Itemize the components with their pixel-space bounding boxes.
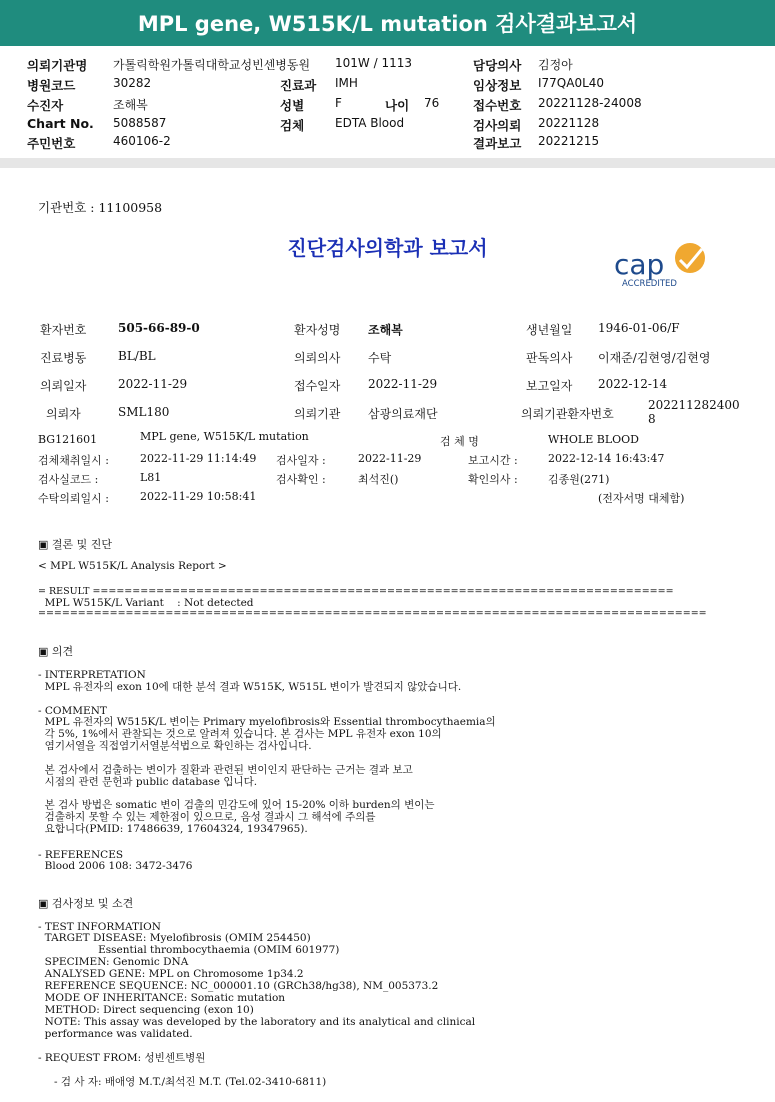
comment-line-1: MPL 유전자의 W515K/L 변이는 Primary myelofibrosis와 Essential thrombocythaemia의	[38, 716, 496, 728]
label-patient-name: 환자성명	[294, 323, 341, 337]
label-test-confirm: 검사확인 :	[276, 473, 326, 486]
lab-report-document	[0, 168, 775, 1102]
note-line-1: NOTE: This assay was developed by the laboratory and its analytical and clinical	[38, 1016, 476, 1028]
analysed-gene: ANALYSED GENE: MPL on Chromosome 1p34.2	[38, 968, 304, 980]
value-test-confirm: 최석진()	[358, 473, 399, 486]
label-requester: 의뢰자	[46, 407, 81, 421]
value-result-report: 20221215	[538, 134, 600, 148]
label-specimen-name: 검 체 명	[440, 435, 479, 448]
label-org-patient-no: 의뢰기관환자번호	[521, 407, 614, 421]
e-signature-note: (전자서명 대체함)	[598, 492, 685, 505]
label-consign-time: 수탁의뢰일시 :	[38, 492, 109, 505]
label-report-time: 보고시간 :	[468, 454, 518, 467]
order-header	[0, 47, 775, 155]
report-banner	[0, 0, 775, 46]
label-collection-time: 검체채취일시 :	[38, 454, 109, 467]
value-lab-code: L81	[140, 471, 162, 484]
value-reading-doctor: 이재준/김현영/김현영	[598, 351, 711, 365]
value-receive-date: 2022-11-29	[368, 377, 438, 391]
label-requesting-org: 의뢰기관	[294, 407, 341, 421]
label-sex: 성별	[280, 98, 305, 113]
section-separator	[0, 158, 775, 168]
value-patient-no: 505-66-89-0	[118, 321, 200, 335]
comment-line-2: 각 5%, 1%에서 관찰되는 것으로 알려져 있습니다. 본 검사는 MPL 유전자 exon 10의	[38, 728, 442, 740]
value-age: 76	[424, 96, 440, 110]
specimen-type: SPECIMEN: Genomic DNA	[38, 956, 189, 968]
cap-badge-shape	[675, 243, 705, 273]
label-reading-doctor: 판독의사	[526, 351, 573, 365]
section-opinion: ▣ 의견	[38, 645, 74, 658]
comment-line-8: 요합니다(PMID: 17486639, 17604324, 19347965).	[38, 823, 308, 835]
label-receive-date: 접수일자	[294, 379, 341, 393]
value-resident-no: 460106-2	[113, 134, 171, 148]
value-org-patient-no-b: 8	[648, 412, 656, 426]
value-report-time: 2022-12-14 16:43:47	[548, 452, 665, 465]
label-institution: 의뢰기관명	[27, 58, 88, 73]
value-hospital-code: 30282	[113, 76, 152, 90]
section-conclusion: ▣ 결론 및 진단	[38, 538, 113, 551]
label-test-date: 검사일자 :	[276, 454, 326, 467]
interpretation-text: MPL 유전자의 exon 10에 대한 분석 결과 W515K, W515L 변이가 발견되지 않았습니다.	[38, 681, 462, 693]
result-divider: = RESULT =========================================================================	[38, 586, 674, 597]
target-disease: TARGET DISEASE: Myelofibrosis (OMIM 254450)	[38, 932, 311, 944]
test-name: MPL gene, W515K/L mutation	[140, 430, 309, 443]
result-divider-bottom: ====================================================================================	[38, 608, 707, 619]
cap-logo-icon	[612, 240, 712, 288]
value-order-date: 2022-11-29	[118, 377, 188, 391]
comment-heading: - COMMENT	[38, 705, 107, 717]
label-confirm-doctor: 확인의사 :	[468, 473, 518, 486]
comment-line-3: 염기서열을 직접염기서열분석법으로 확인하는 검사입니다.	[38, 740, 312, 752]
label-patient-no: 환자번호	[40, 323, 87, 337]
value-requesting-doctor: 수탁	[368, 351, 392, 365]
references-heading: - REFERENCES	[38, 849, 124, 861]
value-ward-room: 101W / 1113	[335, 56, 412, 70]
label-request-date: 검사의뢰	[473, 118, 522, 133]
value-report-date: 2022-12-14	[598, 377, 668, 391]
section-test-info: ▣ 검사정보 및 소견	[38, 897, 134, 910]
comment-line-6: 본 검사 방법은 somatic 변이 검출의 민감도에 있어 15-20% 이하 burden의 변이는	[38, 799, 435, 811]
value-consign-time: 2022-11-29 10:58:41	[140, 490, 257, 503]
test-code: BG121601	[38, 433, 98, 446]
label-birth-date: 생년월일	[526, 323, 573, 337]
label-patient: 수진자	[27, 98, 64, 113]
comment-line-7: 검출하지 못할 수 있는 제한점이 있으므로, 음성 결과시 그 해석에 주의를	[38, 811, 376, 823]
test-info-heading: - TEST INFORMATION	[38, 921, 161, 933]
value-clinical-info: I77QA0L40	[538, 76, 605, 90]
label-specimen: 검체	[280, 118, 305, 133]
value-requesting-org: 삼광의료재단	[368, 407, 438, 421]
value-doctor: 김정아	[538, 58, 573, 72]
value-ward: BL/BL	[118, 349, 156, 363]
value-chart-no: 5088587	[113, 116, 167, 130]
mode-of-inheritance: MODE OF INHERITANCE: Somatic mutation	[38, 992, 286, 1004]
interpretation-heading: - INTERPRETATION	[38, 669, 146, 681]
reference-1: Blood 2006 108: 3472-3476	[38, 860, 193, 872]
value-confirm-doctor: 김종원(271)	[548, 473, 610, 486]
label-chart-no: Chart No.	[27, 116, 94, 131]
label-receipt-no: 접수번호	[473, 98, 522, 113]
request-from: - REQUEST FROM: 성빈센트병원	[38, 1052, 206, 1064]
result-row: MPL W515K/L Variant : Not detected	[38, 597, 254, 609]
label-doctor: 담당의사	[473, 58, 522, 73]
value-specimen: EDTA Blood	[335, 116, 405, 130]
cap-text: cap	[614, 248, 665, 281]
label-department: 진료과	[280, 78, 317, 93]
value-collection-time: 2022-11-29 11:14:49	[140, 452, 257, 465]
cap-accredited-logo	[612, 240, 712, 288]
report-title: MPL gene, W515K/L mutation 검사결과보고서	[137, 12, 638, 36]
cap-subtext: ACCREDITED	[622, 279, 677, 288]
label-requesting-doctor: 의뢰의사	[294, 351, 341, 365]
comment-line-4: 본 검사에서 검출하는 변이가 질환과 관련된 변이인지 판단하는 근거는 결과 보고	[38, 764, 413, 776]
label-age: 나이	[385, 98, 410, 113]
reference-sequence: REFERENCE SEQUENCE: NC_000001.10 (GRCh38/hg38), NM_005373.2	[38, 980, 439, 992]
comment-line-5: 시점의 관련 문헌과 public database 입니다.	[38, 776, 258, 788]
value-test-date: 2022-11-29	[358, 452, 422, 465]
institution-number: 기관번호 : 11100958	[38, 200, 163, 215]
label-clinical-info: 임상정보	[473, 78, 522, 93]
value-specimen-name: WHOLE BLOOD	[548, 433, 639, 446]
value-institution: 가톨릭학원가톨릭대학교성빈센병동원	[113, 58, 311, 72]
label-lab-code: 검사실코드 :	[38, 473, 99, 486]
report-heading: 진단검사의학과 보고서	[287, 236, 488, 260]
value-department: IMH	[335, 76, 358, 90]
value-patient: 조해복	[113, 98, 148, 112]
value-requester: SML180	[118, 405, 170, 419]
label-order-date: 의뢰일자	[40, 379, 87, 393]
examiner: - 검 사 자: 배애영 M.T./최석진 M.T. (Tel.02-3410-6811)	[54, 1076, 327, 1088]
label-resident-no: 주민번호	[27, 136, 76, 151]
method: METHOD: Direct sequencing (exon 10)	[38, 1004, 254, 1016]
target-disease-2: Essential thrombocythaemia (OMIM 601977)	[38, 944, 340, 956]
value-birth-date: 1946-01-06/F	[598, 321, 680, 335]
value-sex: F	[335, 96, 342, 110]
label-report-date: 보고일자	[526, 379, 573, 393]
label-result-report: 결과보고	[473, 136, 522, 151]
label-hospital-code: 병원코드	[27, 78, 76, 93]
value-receipt-no: 20221128-24008	[538, 96, 642, 110]
analysis-report-title: < MPL W515K/L Analysis Report >	[38, 560, 227, 572]
value-patient-name: 조해복	[368, 323, 403, 337]
value-org-patient-no-a: 202211282400	[648, 398, 740, 412]
note-line-2: performance was validated.	[38, 1028, 193, 1040]
value-request-date: 20221128	[538, 116, 600, 130]
label-ward: 진료병동	[40, 351, 87, 365]
